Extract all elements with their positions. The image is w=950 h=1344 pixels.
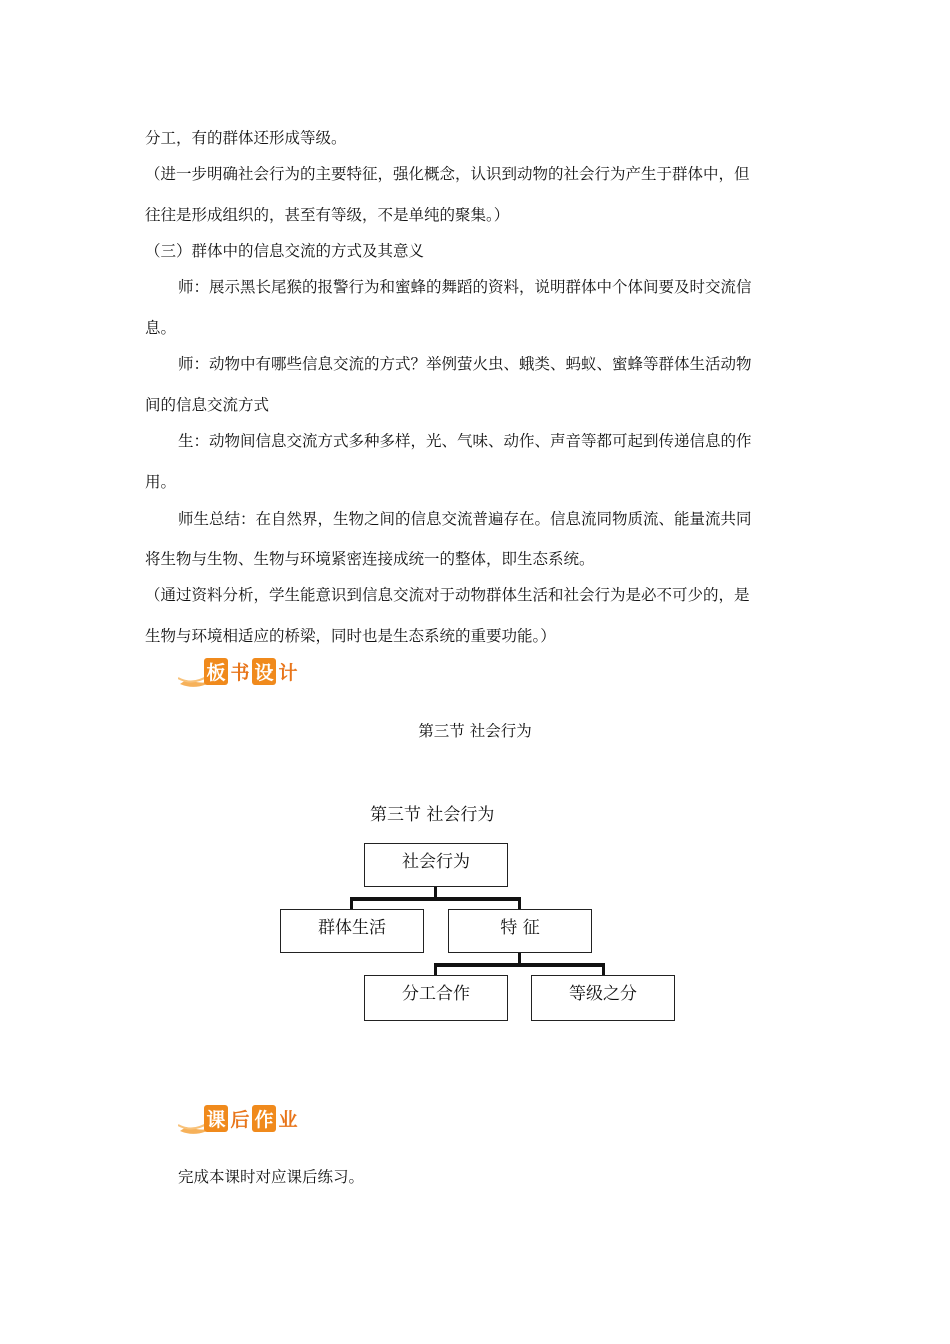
- diagram-child-box: 群体生活: [280, 909, 424, 953]
- paragraph: 分工，有的群体还形成等级。: [145, 129, 347, 147]
- banner-char: 作: [252, 1105, 276, 1132]
- paragraph: 师：展示黑长尾猴的报警行为和蜜蜂的舞蹈的资料，说明群体中个体间要及时交流信: [178, 278, 752, 296]
- paragraph: 师生总结：在自然界，生物之间的信息交流普遍存在。信息流同物质流、能量流共同: [178, 510, 752, 528]
- banner-char: 板: [204, 658, 228, 685]
- paragraph: 生物与环境相适应的桥梁，同时也是生态系统的重要功能。）: [145, 627, 556, 645]
- banner-char: 设: [252, 658, 276, 685]
- paragraph: 用。: [145, 473, 177, 491]
- banner-char: 业: [278, 1109, 298, 1131]
- banner-char: 书: [230, 662, 250, 684]
- paragraph: 师：动物中有哪些信息交流的方式？举例萤火虫、蛾类、蚂蚁、蜜蜂等群体生活动物: [178, 355, 752, 373]
- diagram-child-box: 特 征: [448, 909, 592, 953]
- paragraph: 息。: [145, 319, 177, 337]
- section-subheading: （三）群体中的信息交流的方式及其意义: [145, 242, 425, 260]
- section-heading: 第三节 社会行为: [418, 722, 532, 740]
- banner-board-design: [178, 656, 308, 692]
- connector-line: [602, 963, 605, 975]
- connector-line: [434, 963, 605, 967]
- diagram-title: 第三节 社会行为: [370, 805, 495, 825]
- banner-char: 课: [204, 1105, 228, 1132]
- connector-line: [434, 963, 437, 975]
- paragraph: （进一步明确社会行为的主要特征，强化概念，认识到动物的社会行为产生于群体中，但: [145, 165, 750, 183]
- paragraph: 间的信息交流方式: [145, 396, 270, 414]
- paragraph: 将生物与生物、生物与环境紧密连接成统一的整体，即生态系统。: [145, 550, 595, 568]
- connector-line: [350, 897, 521, 901]
- diagram-leaf-box: 分工合作: [364, 975, 508, 1021]
- homework-text: 完成本课时对应课后练习。: [178, 1168, 365, 1186]
- banner-homework: [178, 1103, 308, 1139]
- paragraph: 生：动物间信息交流方式多种多样，光、气味、动作、声音等都可起到传递信息的作: [178, 432, 752, 450]
- paragraph: （通过资料分析，学生能意识到信息交流对于动物群体生活和社会行为是必不可少的，是: [145, 586, 750, 604]
- banner-char: 计: [278, 662, 298, 684]
- banner-char: 后: [230, 1109, 250, 1131]
- diagram-leaf-box: 等级之分: [531, 975, 675, 1021]
- diagram-root-box: 社会行为: [364, 843, 508, 887]
- connector-line: [518, 897, 521, 909]
- connector-line: [350, 897, 353, 909]
- paragraph: 往往是形成组织的，甚至有等级，不是单纯的聚集。）: [145, 206, 510, 224]
